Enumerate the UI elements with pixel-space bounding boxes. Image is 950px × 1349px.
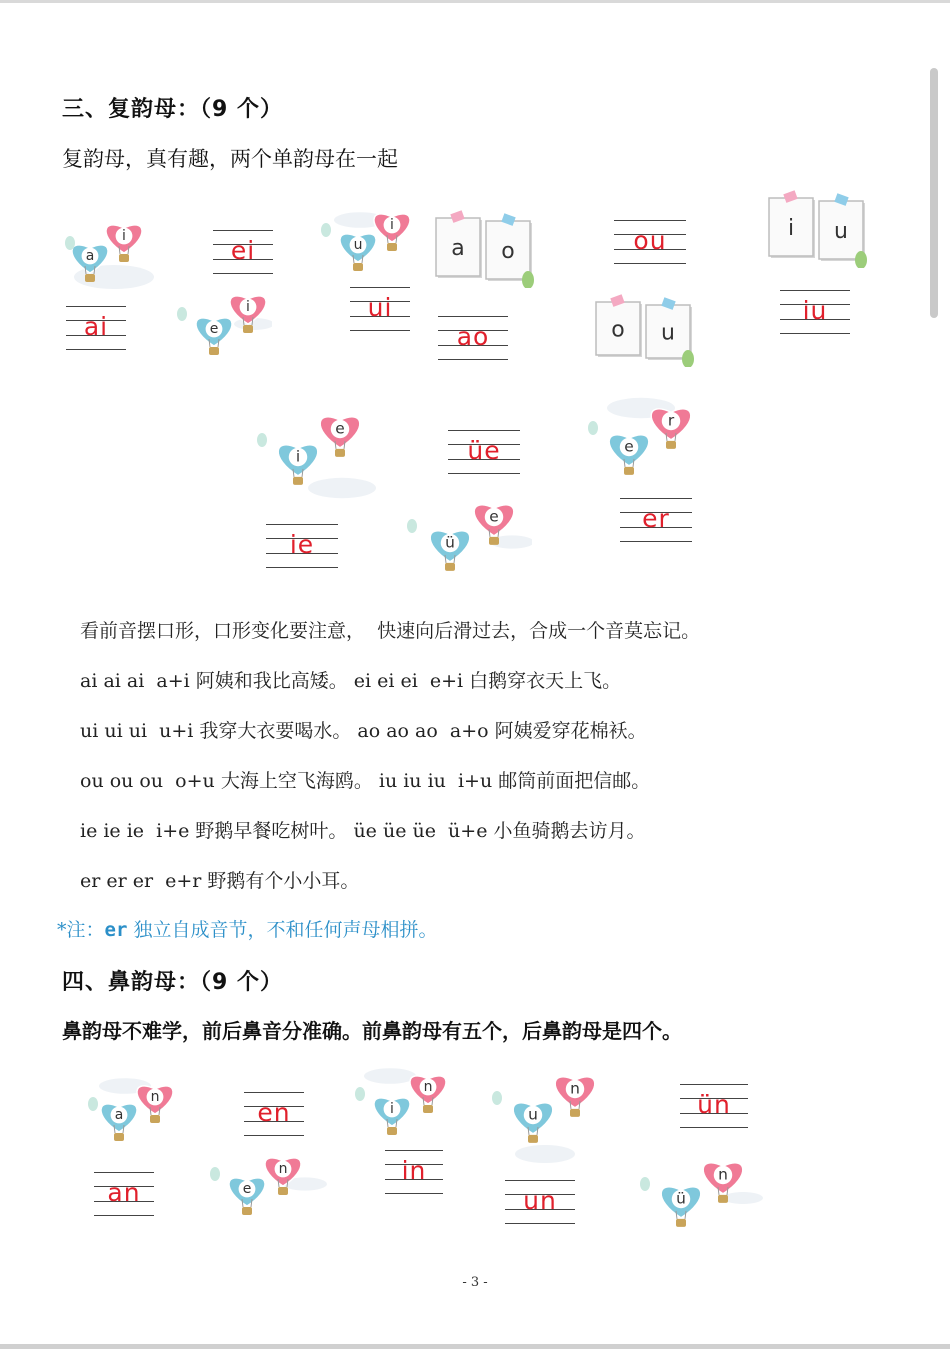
pink-balloon-basket <box>718 1195 728 1203</box>
card-letter: a <box>451 236 465 261</box>
card-letter: o <box>611 317 625 343</box>
page-number: - 3 - <box>462 1275 488 1290</box>
balloon-letter: i <box>390 1101 394 1117</box>
final-ao-label: ao <box>456 322 490 351</box>
blue-balloon-basket <box>209 347 219 355</box>
writing-lines-ao <box>438 316 508 360</box>
balloon-letter: i <box>295 447 301 466</box>
balloon-letter: a <box>85 248 95 264</box>
balloon-letter: e <box>489 507 499 526</box>
card-letter: u <box>661 320 675 346</box>
card-ao <box>430 208 540 288</box>
small-balloon <box>321 223 331 237</box>
final-an-label: an <box>107 1178 141 1207</box>
card-iu <box>763 188 873 268</box>
final-iu-label: iu <box>802 296 828 325</box>
balloon-ui <box>312 200 412 290</box>
final-en-label: en <box>257 1098 291 1127</box>
bottom-border <box>0 1344 950 1349</box>
balloon-letter: e <box>209 321 219 337</box>
verse-line: er er er e+r 野鹅有个小小耳。 <box>80 870 360 892</box>
verse-line: 看前音摆口形，口形变化要注意， 快速向后滑过去，合成一个音莫忘记。 <box>80 620 701 642</box>
writing-lines-uen <box>680 1084 748 1128</box>
writing-lines-in <box>385 1150 443 1194</box>
balloon-un <box>485 1062 615 1172</box>
note-code: er <box>104 919 128 941</box>
section3-subtitle: 复韵母，真有趣，两个单韵母在一起 <box>62 147 398 171</box>
balloon-letter: e <box>242 1181 252 1197</box>
cloud-decoration <box>515 1145 575 1163</box>
writing-lines-un <box>505 1180 575 1224</box>
pink-balloon-basket <box>489 537 499 545</box>
balloon-letter: e <box>624 437 634 456</box>
small-balloon <box>640 1177 650 1191</box>
blue-balloon-basket <box>676 1219 686 1227</box>
verse-line: ui ui ui u+i 我穿大衣要喝水。 ao ao ao a+o 阿姨爱穿花棉袄。 <box>80 720 647 742</box>
writing-lines-ei <box>213 230 273 274</box>
section3-title: 三、复韵母：（9 个） <box>62 97 283 122</box>
cloud-decoration <box>723 1192 763 1204</box>
final-ui-label: ui <box>367 293 393 322</box>
balloon-in <box>350 1062 450 1152</box>
writing-lines-ui <box>350 287 410 331</box>
balloon-ie <box>252 400 382 510</box>
balloon-letter: i <box>390 217 394 233</box>
writing-lines-an <box>94 1172 154 1216</box>
final-un-label: un <box>523 1186 557 1215</box>
balloon-ue <box>402 490 532 590</box>
top-border <box>0 0 950 3</box>
pink-balloon-basket <box>666 441 676 449</box>
pink-balloon-basket <box>387 243 397 251</box>
balloon-letter: n <box>278 1161 288 1177</box>
balloon-letter: e <box>335 419 345 438</box>
verse-line: ou ou ou o+u 大海上空飞海鸥。 iu iu iu i+u 邮筒前面把信邮。 <box>80 770 651 792</box>
card-letter: i <box>787 216 795 241</box>
balloon-uen <box>635 1148 765 1243</box>
writing-lines-ue <box>448 430 520 474</box>
card-ou <box>590 292 700 367</box>
writing-lines-en <box>244 1092 304 1136</box>
balloon-letter: i <box>122 228 126 244</box>
final-uen-label: ün <box>697 1090 731 1119</box>
pink-balloon-basket <box>335 449 345 457</box>
balloon-letter: n <box>570 1079 580 1098</box>
writing-lines-ie <box>266 524 338 568</box>
verse-line: ie ie ie i+e 野鹅早餐吃树叶。 üe üe üe ü+e 小鱼骑鹅去访月。 <box>80 820 646 842</box>
blue-balloon-basket <box>293 477 303 485</box>
balloon-er <box>585 390 715 500</box>
small-balloon <box>588 421 598 435</box>
note-prefix: *注： <box>57 919 105 941</box>
final-ai-label: ai <box>83 312 109 341</box>
pink-balloon-basket <box>423 1105 433 1113</box>
final-ie-label: ie <box>289 530 315 559</box>
blue-balloon-basket <box>387 1127 397 1135</box>
final-ei-label: ei <box>230 236 256 265</box>
final-in-label: in <box>401 1156 427 1185</box>
small-balloon <box>88 1097 98 1111</box>
small-balloon <box>492 1091 502 1105</box>
writing-lines-ai <box>66 306 126 350</box>
small-balloon <box>407 519 417 533</box>
small-balloon <box>257 433 267 447</box>
balloon-letter: ü <box>676 1189 686 1208</box>
final-ou-label: ou <box>633 226 667 255</box>
pink-balloon-basket <box>278 1187 288 1195</box>
blue-balloon-basket <box>353 263 363 271</box>
small-balloon <box>65 236 75 250</box>
blue-balloon-basket <box>445 563 455 571</box>
cloud-decoration <box>308 478 376 498</box>
small-balloon <box>177 307 187 321</box>
balloon-en <box>205 1142 335 1232</box>
card-letter: o <box>501 239 515 264</box>
balloon-letter: n <box>150 1089 160 1105</box>
blue-balloon-basket <box>242 1207 252 1215</box>
writing-lines-ou <box>614 220 686 264</box>
balloon-letter: u <box>353 237 363 253</box>
balloon-ai <box>62 205 162 295</box>
section4-title: 四、鼻韵母：（9 个） <box>62 970 283 995</box>
balloon-letter: a <box>114 1107 124 1123</box>
pink-balloon-basket <box>570 1109 580 1117</box>
balloon-letter: r <box>667 411 675 430</box>
note <box>57 915 437 942</box>
blue-balloon-basket <box>85 274 95 282</box>
cloud-decoration <box>364 1068 416 1084</box>
blue-balloon-basket <box>624 467 634 475</box>
card-letter: u <box>834 219 848 244</box>
blue-balloon-basket <box>528 1135 538 1143</box>
balloon-letter: ü <box>445 533 455 552</box>
balloon-ei <box>172 282 272 372</box>
blue-balloon-basket <box>114 1133 124 1141</box>
small-balloon <box>355 1087 365 1101</box>
writing-lines-er <box>620 498 692 542</box>
writing-lines-iu <box>780 290 850 334</box>
note-text: 独立自成音节，不和任何声母相拼。 <box>127 919 438 941</box>
final-ue-label: üe <box>467 436 501 465</box>
pink-balloon-basket <box>119 254 129 262</box>
pink-balloon-basket <box>243 325 253 333</box>
pink-balloon-basket <box>150 1115 160 1123</box>
balloon-letter: n <box>423 1079 433 1095</box>
balloon-an <box>85 1068 185 1158</box>
final-er-label: er <box>642 504 670 533</box>
balloon-letter: n <box>718 1165 728 1184</box>
verse-line: ai ai ai a+i 阿姨和我比高矮。 ei ei ei e+i 白鹅穿衣天上飞。 <box>80 670 622 692</box>
section4-subtitle: 鼻韵母不难学，前后鼻音分准确。前鼻韵母有五个，后鼻韵母是四个。 <box>62 1019 682 1043</box>
scrollbar[interactable] <box>930 68 938 318</box>
balloon-letter: u <box>528 1105 538 1124</box>
balloon-letter: i <box>246 299 250 315</box>
small-balloon <box>210 1167 220 1181</box>
